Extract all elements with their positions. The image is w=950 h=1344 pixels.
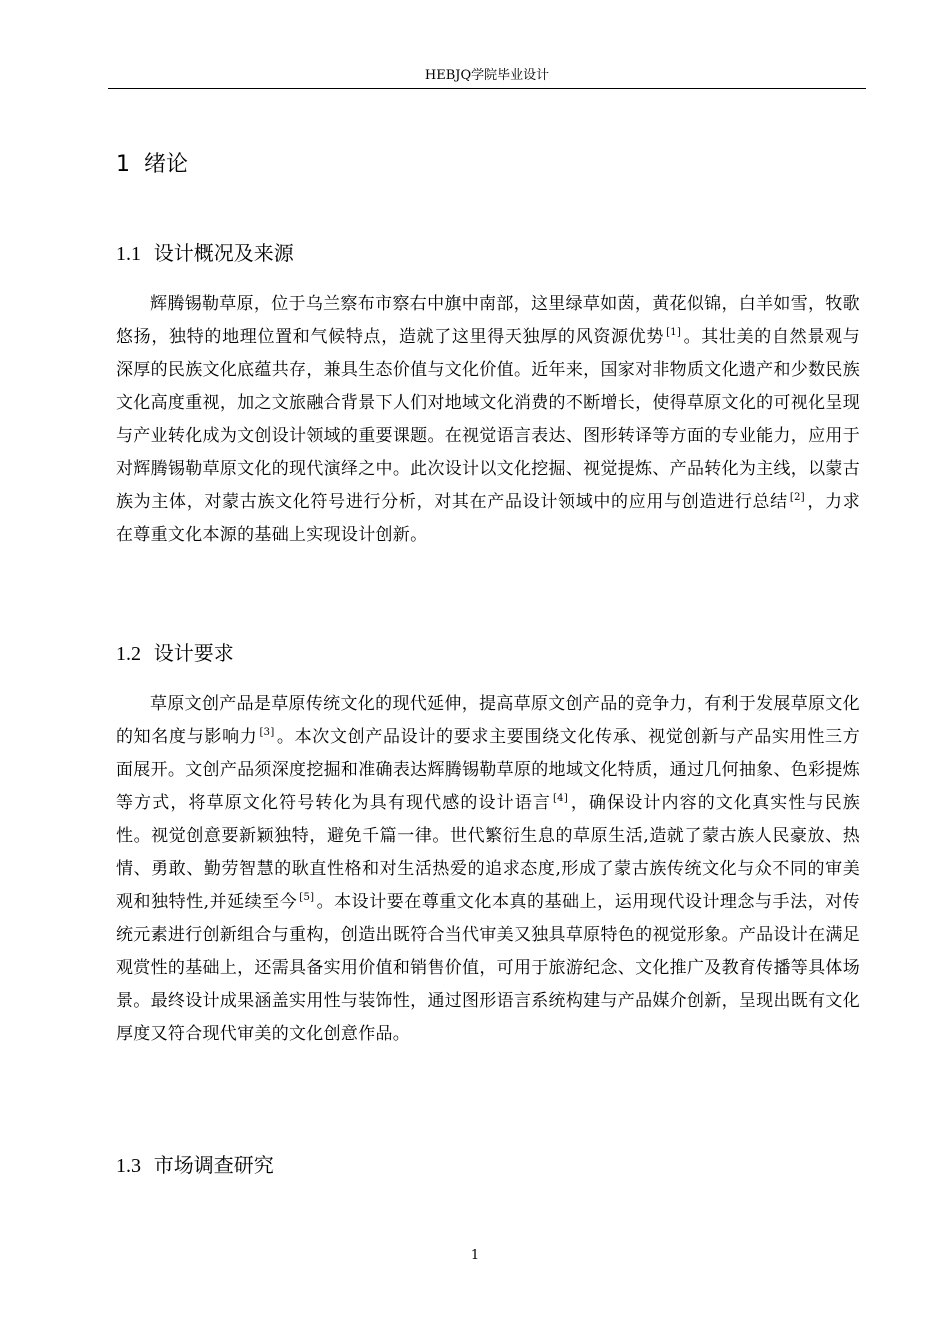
paragraph-text: 辉腾锡勒草原，位于乌兰察布市察右中旗中南部，这里绿草如茵，黄花似锦，白羊如雪，牧歌悠扬，独特的地理位置和气候特点，造就了这里得天独厚的风资源优势 <box>116 294 860 347</box>
paragraph-design-overview <box>116 288 860 552</box>
chapter-heading <box>116 148 188 182</box>
citation-ref: [4] <box>552 793 569 805</box>
citation-ref: [3] <box>259 727 275 739</box>
section-title: 设计概况及来源 <box>153 241 294 265</box>
section-number: 1.1 <box>116 243 141 265</box>
paragraph-design-requirements <box>116 688 860 1051</box>
section-number: 1.3 <box>116 1155 141 1177</box>
paragraph-text: 。本设计要在尊重文化本真的基础上，运用现代设计理念与手法，对传统元素进行创新组合与重构，创造出既符合当代审美又独具草原特色的视觉形象。产品设计在满足观赏性的基础上，还需具备实用价值和销售价值，可用于旅游纪念、文化推广及教育传播等具体场景。最终设计成果涵盖实用性与装饰性，通过图形语言系统构建与产品媒介创新，呈现出既有文化厚度又符合现代审美的文化创意作品。 <box>116 892 860 1044</box>
section-number: 1.2 <box>116 643 141 665</box>
citation-ref: [2] <box>789 492 805 504</box>
citation-ref: [1] <box>666 327 682 339</box>
paragraph-text: 草原文创产品是草原传统文化的现代延伸，提高草原文创产品的竞争力，有利于发展草原文化的知名度与影响力 <box>116 694 860 747</box>
header-rule <box>108 88 866 89</box>
section-heading-1-1 <box>116 238 294 269</box>
paragraph-text: ，确保设计内容的文化真实性与民族性。视觉创意要新颖独特，避免千篇一律。世代繁衍生息的草原生活,造就了蒙古族人民豪放、热情、勇敢、勤劳智慧的耿直性格和对生活热爱的追求态度,形成了蒙古族传统文化与众不同的审美观和独特性,并延续至今 <box>116 793 860 912</box>
section-title: 设计要求 <box>153 641 234 665</box>
paragraph-text: 。其壮美的自然景观与深厚的民族文化底蕴共存，兼具生态价值与文化价值。近年来，国家对非物质文化遗产和少数民族文化高度重视，加之文旅融合背景下人们对地域文化消费的不断增长，使得草原文化的可视化呈现与产业转化成为文创设计领域的重要课题。在视觉语言表达、图形转译等方面的专业能力，应用于对辉腾锡勒草原文化的现代演绎之中。此次设计以文化挖掘、视觉提炼、产品转化为主线，以蒙古族为主体，对蒙古族文化符号进行分析，对其在产品设计领域中的应用与创造进行总结 <box>116 327 860 512</box>
page-number: 1 <box>470 1248 480 1263</box>
chapter-title: 绪论 <box>144 152 189 177</box>
section-heading-1-2 <box>116 638 234 669</box>
section-title: 市场调查研究 <box>153 1153 274 1177</box>
chapter-number: 1 <box>116 152 130 177</box>
citation-ref: [5] <box>299 892 315 904</box>
paragraph-text: 。本次文创产品设计的要求主要围绕文化传承、视觉创新与产品实用性三方面展开。文创产品须深度挖掘和准确表达辉腾锡勒草原的地域文化特质，通过几何抽象、色彩提炼等方式，将草原文化符号转化为具有现代感的设计语言 <box>116 727 860 813</box>
section-heading-1-3 <box>116 1150 274 1181</box>
paragraph-text: ，力求在尊重文化本源的基础上实现设计创新。 <box>116 492 860 545</box>
running-header: HEBJQ学院毕业设计 <box>424 68 550 83</box>
